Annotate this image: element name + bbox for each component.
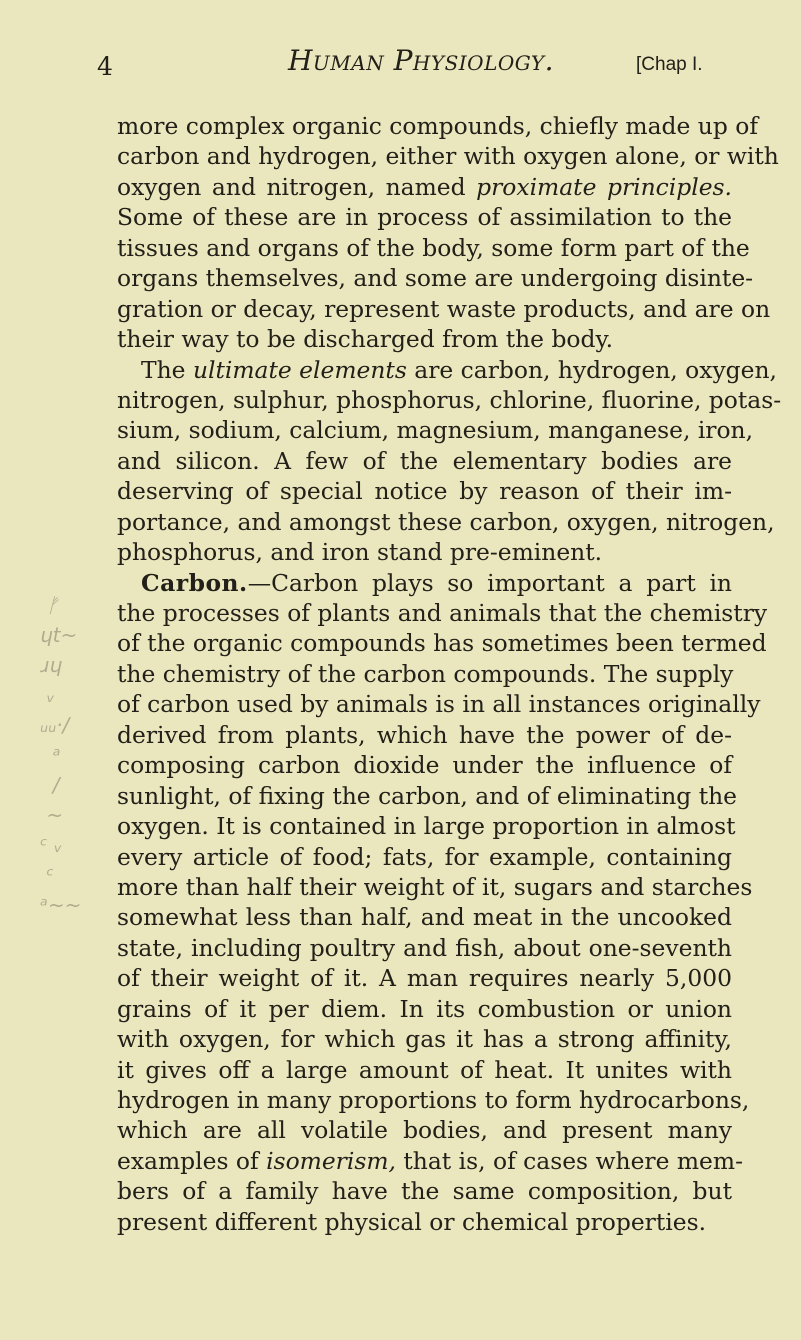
margin-handwriting: ᚠ ɥt~ ɹɥ ᵥ ᵤᵤ·/ ᵃ / ~ ᶜ ᵥ ᶜ ᵃ~~ bbox=[40, 593, 82, 917]
text-run: sunlight, of fixing the carbon, and of eliminating the bbox=[117, 781, 738, 810]
text-run: of carbon used by animals is in all instances originally bbox=[117, 690, 761, 719]
text-run: their way to be discharged from the body. bbox=[117, 325, 614, 354]
body-text bbox=[117, 111, 782, 1237]
text-run: examples of bbox=[117, 1146, 267, 1175]
italic-term: isomerism, bbox=[266, 1146, 396, 1175]
text-line bbox=[117, 994, 732, 1024]
text-line bbox=[117, 750, 732, 780]
text-run: organs themselves, and some are undergoing disinte- bbox=[117, 264, 754, 293]
running-header bbox=[0, 42, 801, 82]
text-run: of the organic compounds has sometimes been termed bbox=[117, 629, 767, 658]
text-line bbox=[117, 1146, 743, 1176]
text-run: it gives off a large amount of heat. It unites with bbox=[117, 1055, 732, 1084]
text-run: grains of it per diem. In its combustion or union bbox=[117, 994, 732, 1023]
text-line bbox=[117, 446, 732, 476]
text-run: somewhat less than half, and meat in the uncooked bbox=[117, 903, 732, 932]
text-line bbox=[117, 415, 754, 445]
page-number: 4 bbox=[97, 52, 113, 81]
text-line bbox=[117, 568, 732, 598]
text-run: oxygen and nitrogen, named bbox=[117, 172, 477, 201]
text-line bbox=[117, 659, 732, 689]
text-run: —Carbon plays so important a part in bbox=[247, 568, 732, 597]
text-run: bers of a family have the same composition, but bbox=[117, 1177, 732, 1206]
text-run: of their weight of it. A man requires nearly 5,000 bbox=[117, 964, 732, 993]
text-run: tissues and organs of the body, some form part of the bbox=[117, 233, 750, 262]
text-line bbox=[117, 902, 732, 932]
text-line bbox=[117, 141, 779, 171]
text-run: deserving of special notice by reason of their im- bbox=[117, 477, 732, 506]
text-line bbox=[117, 1024, 732, 1054]
text-run: oxygen. It is contained in large proportion in almost bbox=[117, 812, 736, 841]
text-line bbox=[117, 263, 754, 293]
text-run: and silicon. A few of the elementary bodies are bbox=[117, 446, 732, 475]
text-line bbox=[117, 720, 732, 750]
text-run: portance, and amongst these carbon, oxygen, nitrogen, bbox=[117, 507, 775, 536]
text-run: are carbon, hydrogen, oxygen, bbox=[406, 355, 777, 384]
text-line bbox=[117, 933, 732, 963]
text-run: Some of these are in process of assimilation to the bbox=[117, 203, 732, 232]
text-run: state, including poultry and fish, about one-seventh bbox=[117, 933, 732, 962]
italic-term: ultimate elements bbox=[192, 355, 407, 384]
text-run: nitrogen, sulphur, phosphorus, chlorine, fluorine, potas- bbox=[117, 385, 782, 414]
text-line bbox=[117, 842, 732, 872]
text-run: more than half their weight of it, sugars and starches bbox=[117, 872, 753, 901]
text-run: composing carbon dioxide under the influence of bbox=[117, 751, 732, 780]
text-run: every article of food; fats, for example, containing bbox=[117, 842, 732, 871]
text-line bbox=[117, 111, 758, 141]
text-run: present different physical or chemical properties. bbox=[117, 1207, 707, 1236]
text-line bbox=[117, 689, 761, 719]
text-line bbox=[117, 1176, 732, 1206]
text-line bbox=[117, 1085, 750, 1115]
section-heading: Carbon. bbox=[141, 568, 248, 597]
italic-term: proximate principles. bbox=[476, 172, 732, 201]
text-line bbox=[117, 781, 738, 811]
text-line bbox=[117, 507, 775, 537]
text-line bbox=[117, 233, 750, 263]
text-run: carbon and hydrogen, either with oxygen alone, or with bbox=[117, 142, 779, 171]
text-line bbox=[117, 628, 767, 658]
chapter-label: [Chap I. bbox=[636, 54, 703, 75]
text-run: hydrogen in many proportions to form hydrocarbons, bbox=[117, 1086, 750, 1114]
text-line bbox=[117, 963, 732, 993]
text-run: the processes of plants and animals that the chemistry bbox=[117, 599, 768, 627]
text-run: which are all volatile bodies, and present many bbox=[117, 1116, 732, 1145]
text-line bbox=[117, 172, 732, 202]
running-title: Human Physiology. bbox=[288, 44, 554, 77]
text-line bbox=[117, 294, 771, 324]
text-run: phosphorus, and iron stand pre-eminent. bbox=[117, 538, 603, 567]
text-line bbox=[117, 811, 736, 841]
text-line bbox=[117, 1055, 732, 1085]
text-run: derived from plants, which have the power of de- bbox=[117, 720, 732, 749]
text-line bbox=[117, 202, 732, 232]
text-run: more complex organic compounds, chiefly made up of bbox=[117, 112, 758, 140]
text-run: the chemistry of the carbon compounds. The supply bbox=[117, 659, 734, 688]
text-run: sium, sodium, calcium, magnesium, manganese, iron, bbox=[117, 416, 754, 445]
text-line bbox=[117, 872, 753, 902]
text-line bbox=[117, 537, 732, 567]
text-line bbox=[117, 324, 732, 354]
text-line bbox=[117, 355, 777, 385]
text-line bbox=[117, 598, 768, 628]
text-run: with oxygen, for which gas it has a strong affinity, bbox=[117, 1025, 732, 1054]
text-line bbox=[117, 476, 732, 506]
text-run: gration or decay, represent waste products, and are on bbox=[117, 294, 771, 323]
text-line bbox=[117, 385, 782, 415]
text-line bbox=[117, 1207, 732, 1237]
text-run: that is, of cases where mem- bbox=[395, 1146, 743, 1175]
text-line bbox=[117, 1115, 732, 1145]
text-run: The bbox=[141, 355, 193, 384]
